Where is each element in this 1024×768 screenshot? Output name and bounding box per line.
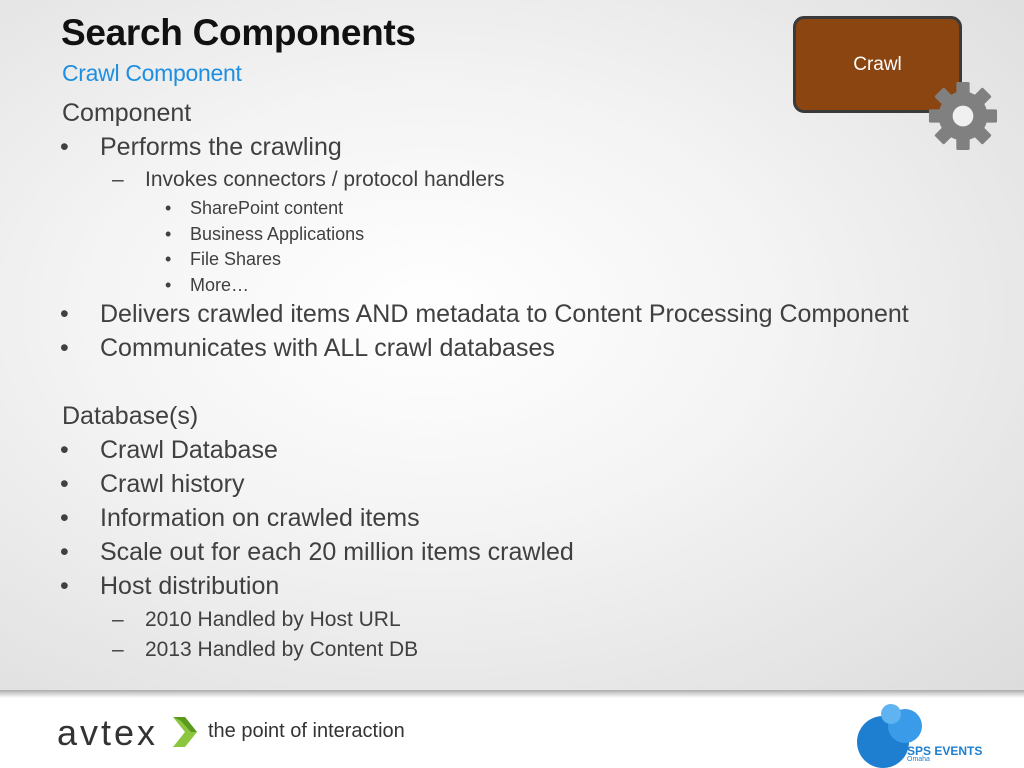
list-item: Information on crawled items (100, 504, 420, 532)
section-heading-databases: Database(s) (62, 402, 199, 430)
list-item: Delivers crawled items AND metadata to Content Processing Component (100, 300, 909, 328)
bullet-marker: • (60, 436, 69, 464)
dash-marker: – (112, 168, 124, 191)
list-item: 2010 Handled by Host URL (145, 608, 401, 631)
bullet-marker: • (60, 300, 69, 328)
bullet-marker: • (165, 198, 172, 218)
bullet-marker: • (60, 538, 69, 566)
bullet-marker: • (165, 249, 172, 269)
footer (0, 698, 1024, 768)
list-item: More… (190, 275, 250, 295)
slide-shadow (0, 690, 1024, 698)
sps-events-label: SPS EVENTS (907, 744, 983, 758)
gear-icon (926, 79, 1000, 153)
list-item: Performs the crawling (100, 133, 342, 161)
list-item: Scale out for each 20 million items crawled (100, 538, 574, 566)
bullet-marker: • (60, 572, 69, 600)
dash-marker: – (112, 638, 124, 661)
avtex-logo-text: avtex (57, 712, 159, 753)
dash-marker: – (112, 608, 124, 631)
list-item: File Shares (190, 249, 282, 269)
crawl-box-label: Crawl (853, 54, 902, 75)
section-heading-component: Component (62, 99, 192, 127)
bullet-marker: • (60, 504, 69, 532)
list-item: Crawl Database (100, 436, 278, 464)
list-item: Host distribution (100, 572, 280, 600)
bullet-marker: • (60, 470, 69, 498)
list-item: 2013 Handled by Content DB (145, 638, 419, 661)
slide-subtitle: Crawl Component (62, 60, 242, 86)
bullet-marker: • (60, 334, 69, 362)
bullet-marker: • (165, 275, 172, 295)
list-item: Invokes connectors / protocol handlers (145, 168, 505, 191)
list-item: Communicates with ALL crawl databases (100, 334, 555, 362)
list-item: Business Applications (190, 224, 365, 244)
avtex-chevron-icon (171, 715, 199, 749)
avtex-tagline: the point of interaction (208, 720, 405, 742)
list-item: SharePoint content (190, 198, 344, 218)
bullet-marker: • (60, 133, 69, 161)
slide-title: Search Components (61, 12, 416, 53)
bullet-marker: • (165, 224, 172, 244)
sps-events-city: Omaha (907, 756, 930, 763)
list-item: Crawl history (100, 470, 245, 498)
